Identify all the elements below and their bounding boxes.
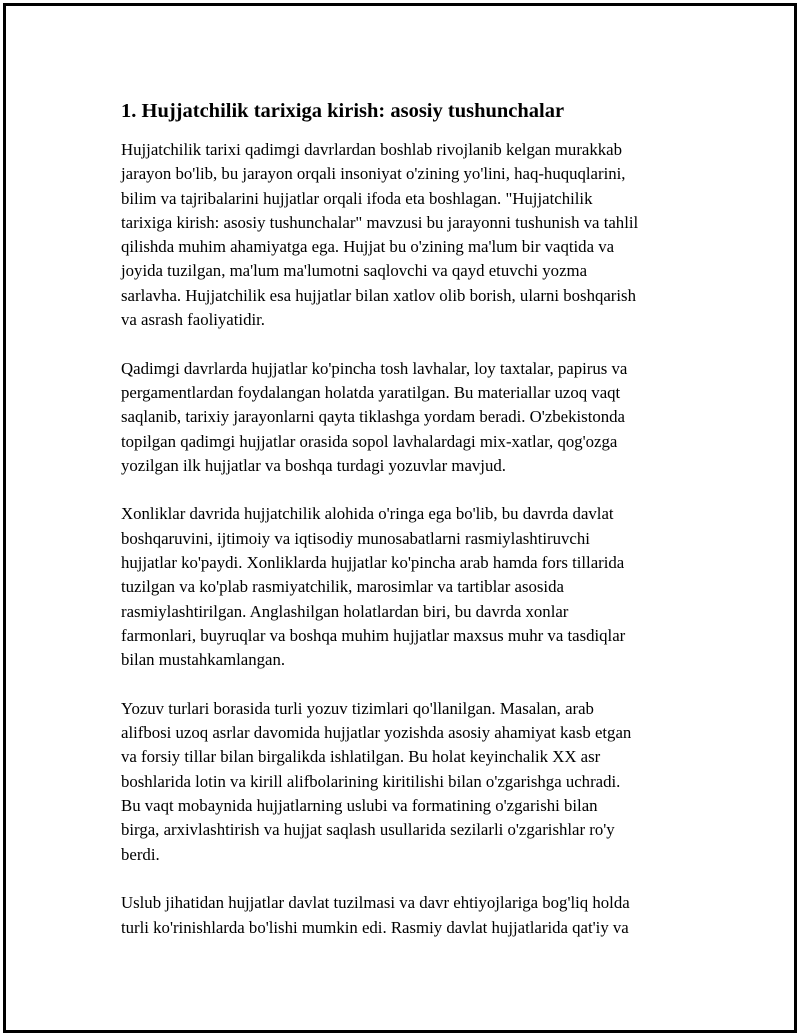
document-body <box>121 98 691 964</box>
paragraph-1 <box>121 138 691 332</box>
text-line: saqlanib, tarixiy jarayonlarni qayta tiklashga yordam beradi. O'zbekistonda <box>121 407 625 427</box>
text-line: farmonlari, buyruqlar va boshqa muhim hujjatlar maxsus muhr va tasdiqlar <box>121 625 626 645</box>
text-line: hujjatlar ko'paydi. Xonliklarda hujjatlar ko'pincha arab hamda fors tillarida <box>121 553 625 573</box>
text-line: yozilgan ilk hujjatlar va boshqa turdagi yozuvlar mavjud. <box>121 455 506 475</box>
text-line: qilishda muhim ahamiyatga ega. Hujjat bu o'zining ma'lum bir vaqtida va <box>121 237 615 257</box>
text-line: Xonliklar davrida hujjatchilik alohida o'ringa ega bo'lib, bu davrda davlat <box>121 504 614 524</box>
text-line: birga, arxivlashtirish va hujjat saqlash usullarida sezilarli o'zgarishlar ro'y <box>121 820 615 840</box>
page-frame <box>3 3 797 1033</box>
text-line: Qadimgi davrlarda hujjatlar ko'pincha tosh lavhalar, loy taxtalar, papirus va <box>121 358 628 378</box>
paragraph-2 <box>121 357 691 478</box>
paragraph-3 <box>121 502 691 672</box>
text-line: pergamentlardan foydalangan holatda yaratilgan. Bu materiallar uzoq vaqt <box>121 382 621 402</box>
text-line: bilan mustahkamlangan. <box>121 650 286 670</box>
text-line: turli ko'rinishlarda bo'lishi mumkin edi. Rasmiy davlat hujjatlarida qat'iy va <box>121 917 629 937</box>
text-line: topilgan qadimgi hujjatlar orasida sopol lavhalardagi mix-xatlar, qog'ozga <box>121 431 618 451</box>
text-line: sarlavha. Hujjatchilik esa hujjatlar bilan xatlov olib borish, ularni boshqarish <box>121 285 636 305</box>
paragraph-5 <box>121 891 691 940</box>
text-line: Yozuv turlari borasida turli yozuv tizimlari qo'llanilgan. Masalan, arab <box>121 698 594 718</box>
text-line: va forsiy tillar bilan birgalikda ishlatilgan. Bu holat keyinchalik XX asr <box>121 747 601 767</box>
paragraph-4 <box>121 697 691 867</box>
text-line: Bu vaqt mobaynida hujjatlarning uslubi va formatining o'zgarishi bilan <box>121 796 598 816</box>
text-line: Hujjatchilik tarixi qadimgi davrlardan boshlab rivojlanib kelgan murakkab <box>121 140 622 159</box>
text-line: alifbosi uzoq asrlar davomida hujjatlar yozishda asosiy ahamiyat kasb etgan <box>121 723 632 743</box>
text-line: boshlarida lotin va kirill alifbolarining kiritilishi bilan o'zgarishga uchradi. <box>121 771 621 791</box>
text-line: rasmiylashtirilgan. Anglashilgan holatlardan biri, bu davrda xonlar <box>121 601 569 621</box>
text-line: Uslub jihatidan hujjatlar davlat tuzilmasi va davr ehtiyojlariga bog'liq holda <box>121 893 630 913</box>
text-line: va asrash faoliyatidir. <box>121 310 265 330</box>
text-line: jarayon bo'lib, bu jarayon orqali insoniyat o'zining yo'lini, haq-huquqlarini, <box>121 164 626 184</box>
text-line: tarixiga kirish: asosiy tushunchalar" mavzusi bu jarayonni tushunish va tahlil <box>121 212 639 232</box>
text-line: boshqaruvini, ijtimoiy va iqtisodiy munosabatlarni rasmiylashtiruvchi <box>121 528 590 548</box>
text-line: bilim va tajribalarini hujjatlar orqali ifoda eta boshlagan. "Hujjatchilik <box>121 188 593 208</box>
section-heading: 1. Hujjatchilik tarixiga kirish: asosiy tushunchalar <box>121 100 565 122</box>
text-line: joyida tuzilgan, ma'lum ma'lumotni saqlovchi va qayd etuvchi yozma <box>121 261 588 281</box>
text-line: tuzilgan va ko'plab rasmiyatchilik, marosimlar va tartiblar asosida <box>121 577 564 597</box>
text-line: berdi. <box>121 844 160 864</box>
